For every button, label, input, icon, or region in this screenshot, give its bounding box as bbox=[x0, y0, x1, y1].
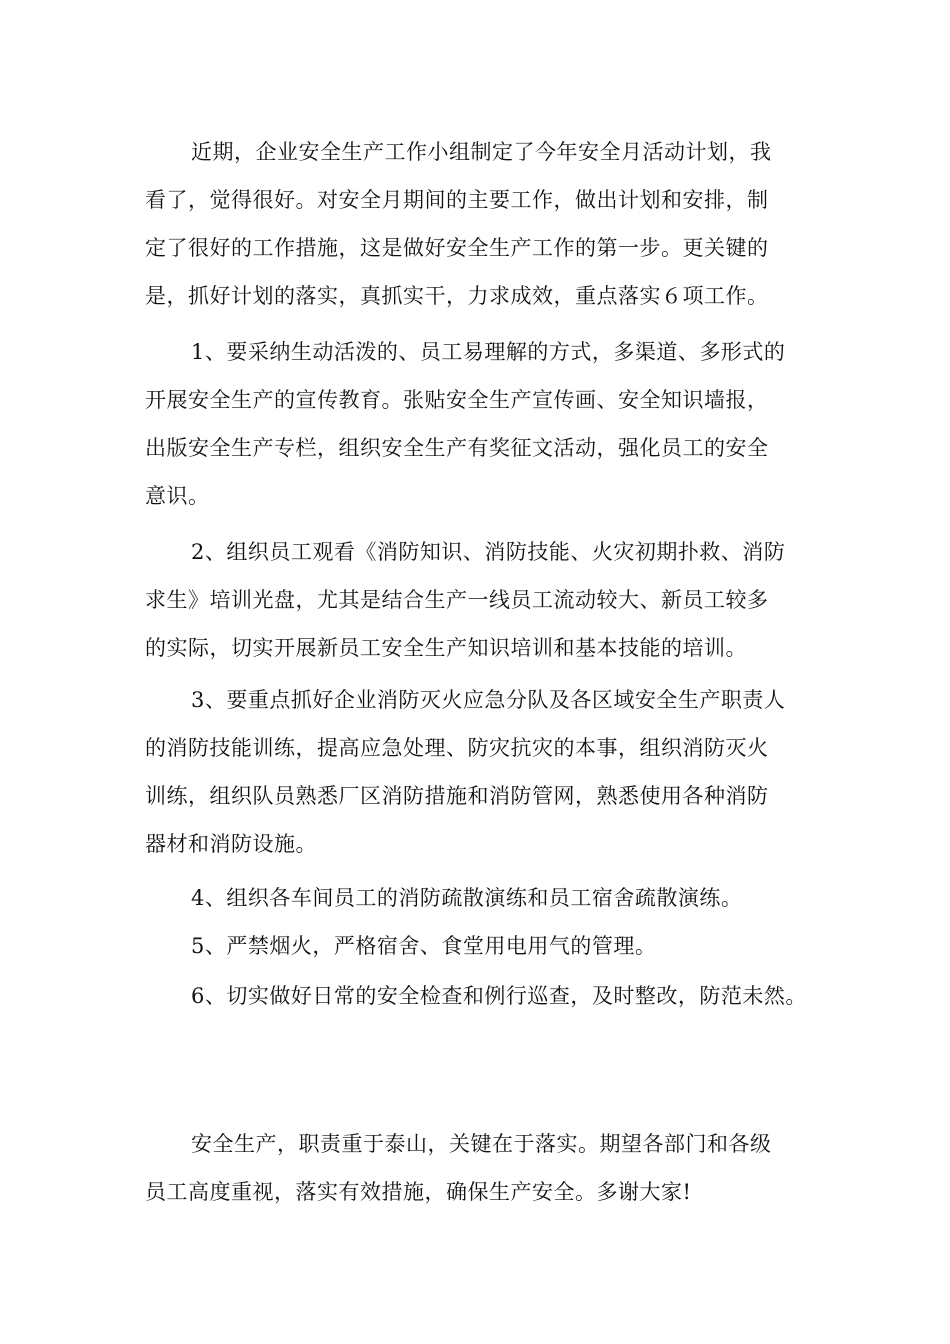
text-line: 近期，企业安全生产工作小组制定了今年安全月活动计划，我 bbox=[191, 140, 772, 164]
text-line: 4、组织各车间员工的消防疏散演练和员工宿舍疏散演练。 bbox=[191, 886, 743, 910]
list-item-6 bbox=[145, 972, 825, 1020]
text-line: 意识。 bbox=[145, 484, 210, 508]
intro-paragraph bbox=[145, 128, 825, 320]
list-item-2 bbox=[145, 528, 825, 672]
text-line: 出版安全生产专栏，组织安全生产有奖征文活动，强化员工的安全 bbox=[145, 436, 769, 460]
text-line: 定了很好的工作措施，这是做好安全生产工作的第一步。更关键的 bbox=[145, 236, 769, 260]
text-line: 求生》培训光盘，尤其是结合生产一线员工流动较大、新员工较多 bbox=[145, 588, 769, 612]
text-line: 1、要采纳生动活泼的、员工易理解的方式，多渠道、多形式的 bbox=[191, 340, 786, 364]
list-item-1 bbox=[145, 328, 825, 520]
text-line: 训练，组织队员熟悉厂区消防措施和消防管网，熟悉使用各种消防 bbox=[145, 784, 769, 808]
list-item-5 bbox=[145, 922, 825, 970]
text-line: 是，抓好计划的落实，真抓实干，力求成效，重点落实６项工作。 bbox=[145, 284, 769, 308]
text-line: 开展安全生产的宣传教育。张贴安全生产宣传画、安全知识墙报， bbox=[145, 388, 769, 412]
text-line: 5、严禁烟火，严格宿舍、食堂用电用气的管理。 bbox=[191, 934, 657, 958]
text-line: 看了，觉得很好。对安全月期间的主要工作，做出计划和安排，制 bbox=[145, 188, 769, 212]
closing-paragraph bbox=[145, 1120, 825, 1216]
text-line: 安全生产，职责重于泰山，关键在于落实。期望各部门和各级 bbox=[191, 1132, 772, 1156]
text-line: 6、切实做好日常的安全检查和例行巡查，及时整改，防范未然。 bbox=[191, 984, 807, 1008]
list-item-3 bbox=[145, 676, 825, 868]
text-line: 器材和消防设施。 bbox=[145, 832, 317, 856]
text-line: 2、组织员工观看《消防知识、消防技能、火灾初期扑救、消防 bbox=[191, 540, 786, 564]
text-line: 的消防技能训练，提高应急处理、防灾抗灾的本事，组织消防灭火 bbox=[145, 736, 769, 760]
text-line: 3、要重点抓好企业消防灭火应急分队及各区域安全生产职责人 bbox=[191, 688, 786, 712]
list-item-4 bbox=[145, 874, 825, 922]
text-line: 员工高度重视，落实有效措施，确保生产安全。多谢大家! bbox=[145, 1180, 692, 1204]
text-line: 的实际，切实开展新员工安全生产知识培训和基本技能的培训。 bbox=[145, 636, 747, 660]
